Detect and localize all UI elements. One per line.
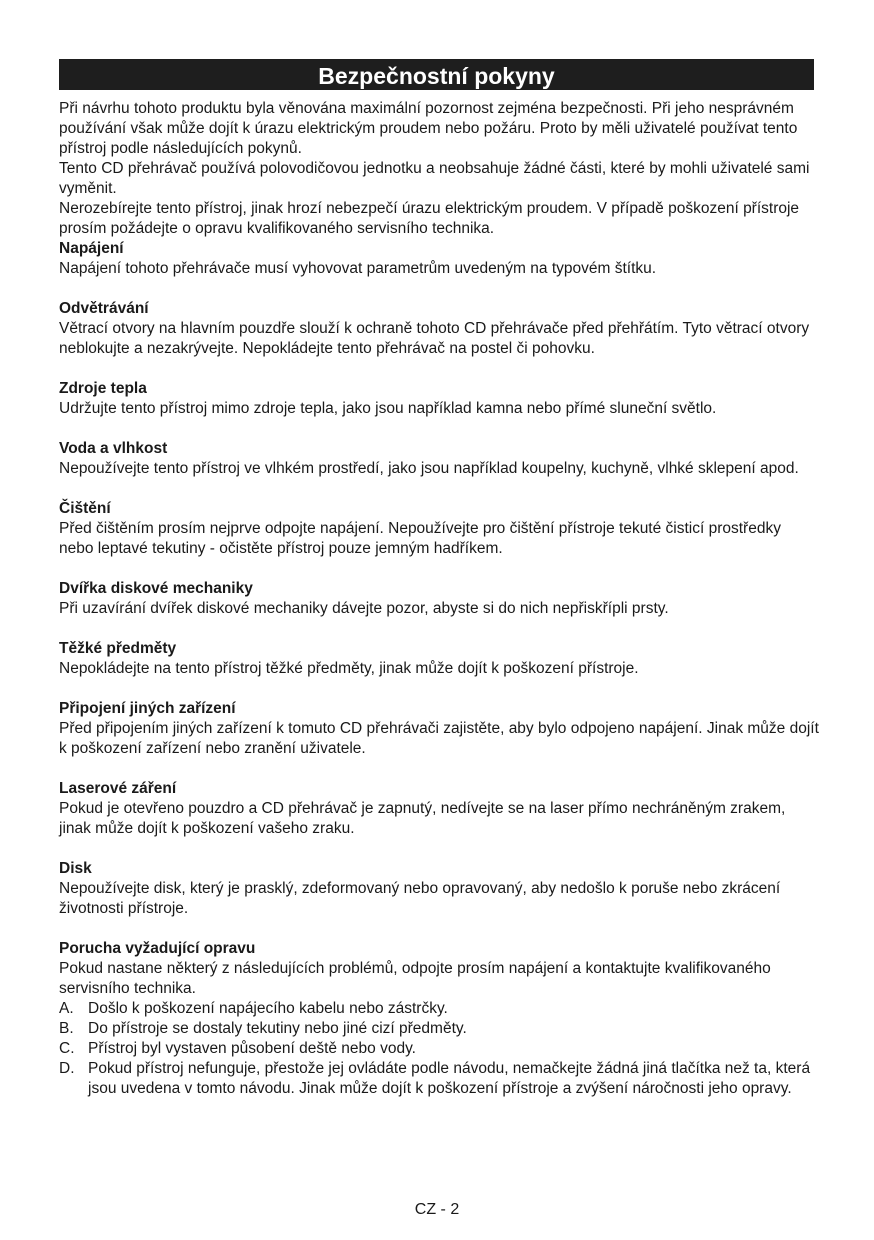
section-text: Udržujte tento přístroj mimo zdroje tepla, jako jsou například kamna nebo přímé sluneční světlo. — [59, 400, 717, 417]
section-laserove-zareni — [59, 779, 819, 839]
section-tezke-predmety — [59, 639, 819, 679]
document-body — [59, 99, 819, 1099]
section-text: Při uzavírání dvířek diskové mechaniky dávejte pozor, abyste si do nich nepřiskřípli prsty. — [59, 600, 669, 617]
list-item-text: Do přístroje se dostaly tekutiny nebo jiné cizí předměty. — [88, 1020, 467, 1037]
section-disk — [59, 859, 819, 919]
section-heading: Těžké předměty — [59, 640, 177, 657]
page-title: Bezpečnostní pokyny — [59, 59, 814, 90]
section-pripojeni — [59, 699, 819, 759]
section-text: Pokud je otevřeno pouzdro a CD přehrávač je zapnutý, nedívejte se na laser přímo nechráněným zrakem, jinak může dojít k poškození vašeho zraku. — [59, 800, 786, 837]
section-dvirka — [59, 579, 819, 619]
intro-paragraph-1: Při návrhu tohoto produktu byla věnována maximální pozornost zejména bezpečnosti. Při jeho nesprávném používání však může dojít k úrazu elektrickým proudem nebo požáru. Proto by měli uživatelé používat tento přístroj podle následujících pokynů. — [59, 100, 798, 157]
section-heading: Připojení jiných zařízení — [59, 700, 236, 717]
list-item — [59, 1039, 819, 1059]
section-heading: Odvětrávání — [59, 300, 149, 317]
section-text: Před čištěním prosím nejprve odpojte napájení. Nepoužívejte pro čištění přístroje tekuté čisticí prostředky nebo leptavé tekutiny - očistěte přístroj pouze jemným hadříkem. — [59, 520, 781, 557]
section-heading: Laserové záření — [59, 780, 177, 797]
list-marker: A. — [59, 1000, 74, 1017]
list-marker: C. — [59, 1040, 75, 1057]
section-heading: Disk — [59, 860, 92, 877]
section-napajeni — [59, 239, 819, 279]
section-heading: Napájení — [59, 240, 124, 257]
section-zdroje-tepla — [59, 379, 819, 419]
section-heading: Voda a vlhkost — [59, 440, 168, 457]
section-odvetravani — [59, 299, 819, 359]
list-item — [59, 999, 819, 1019]
section-text: Větrací otvory na hlavním pouzdře slouží k ochraně tohoto CD přehrávače před přehřátím. Tyto větrací otvory neblokujte a nezakrývejte. Nepokládejte tento přehrávač na postel či pohovku. — [59, 320, 810, 357]
section-porucha — [59, 939, 819, 1099]
section-text: Napájení tohoto přehrávače musí vyhovovat parametrům uvedeným na typovém štítku. — [59, 260, 657, 277]
section-text: Nepoužívejte tento přístroj ve vlhkém prostředí, jako jsou například koupelny, kuchyně, vlhké sklepení apod. — [59, 460, 799, 477]
list-item — [59, 1019, 819, 1039]
list-item-text: Došlo k poškození napájecího kabelu nebo zástrčky. — [88, 1000, 448, 1017]
section-heading: Porucha vyžadující opravu — [59, 940, 256, 957]
intro-paragraph-2: Tento CD přehrávač používá polovodičovou jednotku a neobsahuje žádné části, které by mohli uživatelé sami vyměnit. Nerozebírejte tento přístroj, jinak hrozí nebezpečí úrazu elektrickým proudem. V případě poškození přístroje prosím požádejte o opravu kvalifikovaného servisního technika. — [59, 160, 810, 237]
section-text: Nepokládejte na tento přístroj těžké předměty, jinak může dojít k poškození přístroje. — [59, 660, 639, 677]
repair-list — [59, 999, 819, 1099]
section-text: Před připojením jiných zařízení k tomuto CD přehrávači zajistěte, aby bylo odpojeno napájení. Jinak může dojít k poškození zařízení nebo zranění uživatele. — [59, 720, 819, 757]
list-item-text: Přístroj byl vystaven působení deště nebo vody. — [88, 1040, 416, 1057]
list-item — [59, 1059, 819, 1099]
list-marker: B. — [59, 1020, 74, 1037]
section-cisteni — [59, 499, 819, 559]
section-text: Pokud nastane některý z následujících problémů, odpojte prosím napájení a kontaktujte kvalifikovaného servisního technika. — [59, 960, 771, 997]
list-item-text: Pokud přístroj nefunguje, přestože jej ovládáte podle návodu, nemačkejte žádná jiná tlačítka než ta, která jsou uvedena v tomto návodu. Jinak může dojít k poškození přístroje a zvýšení náročnosti jeho opravy. — [88, 1060, 811, 1097]
section-text: Nepoužívejte disk, který je prasklý, zdeformovaný nebo opravovaný, aby nedošlo k poruše nebo zkrácení životnosti přístroje. — [59, 880, 781, 917]
list-marker: D. — [59, 1060, 75, 1077]
section-voda-a-vlhkost — [59, 439, 819, 479]
section-heading: Zdroje tepla — [59, 380, 147, 397]
section-heading: Dvířka diskové mechaniky — [59, 580, 253, 597]
section-heading: Čištění — [59, 500, 111, 517]
page-number: CZ - 2 — [414, 1201, 460, 1218]
